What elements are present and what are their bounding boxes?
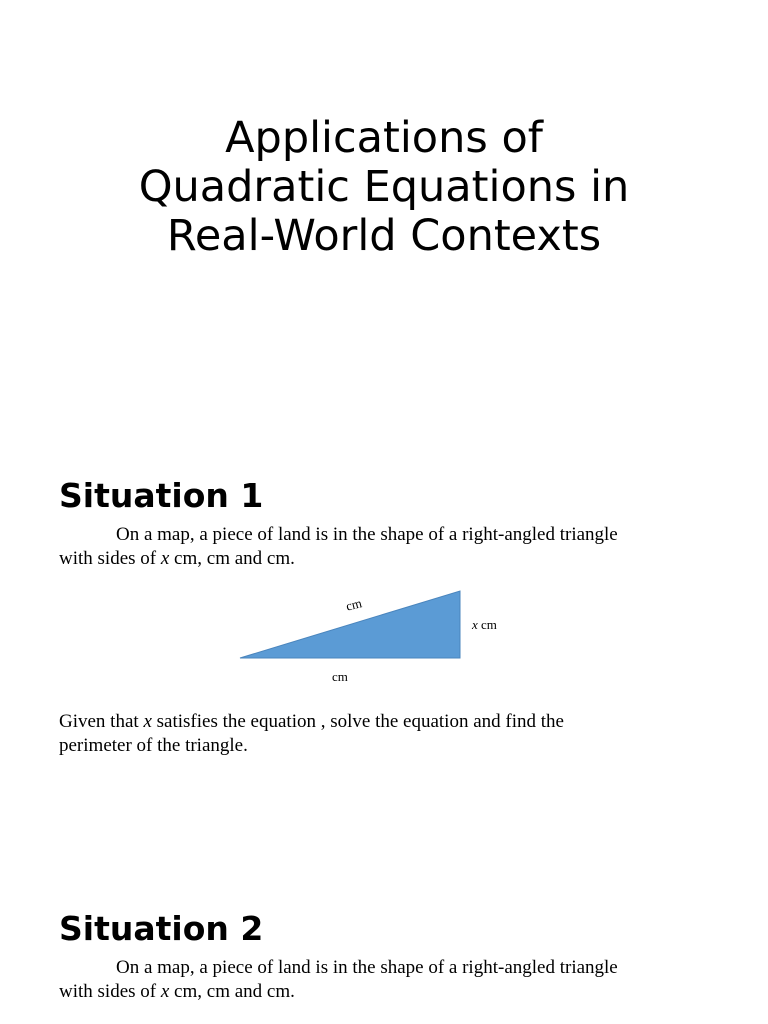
situation-1-variable: x	[160, 548, 170, 569]
situation-1-heading: Situation 1	[59, 476, 264, 515]
situation-1-text-pre: with sides of	[59, 548, 161, 569]
situation-1-text-line-2	[59, 547, 719, 571]
given-statement	[59, 710, 719, 758]
page-title	[0, 114, 768, 261]
given-line-1	[59, 710, 719, 734]
situation-2-text-post: cm, cm and cm.	[169, 981, 295, 1002]
given-text-pre: Given that	[59, 711, 144, 732]
given-variable: x	[143, 711, 152, 732]
given-text-post: satisfies the equation , solve the equation and find the	[151, 711, 564, 732]
side-unit: cm	[477, 617, 497, 632]
situation-2-text-pre: with sides of	[59, 981, 161, 1002]
triangle-svg	[230, 585, 520, 695]
side-variable: x	[472, 617, 478, 632]
triangle-diagram	[230, 585, 520, 695]
hypotenuse-label: cm	[344, 595, 364, 614]
base-label: cm	[332, 669, 348, 684]
situation-2-text-line-2	[59, 980, 719, 1004]
situation-1-section	[59, 477, 719, 571]
title-line-3: Real-World Contexts	[166, 211, 602, 261]
situation-1-text-post: cm, cm and cm.	[169, 548, 295, 569]
situation-2-variable: x	[160, 981, 170, 1002]
title-slide	[0, 0, 768, 420]
situation-2-section	[59, 910, 719, 1004]
situation-1-text-line-1: On a map, a piece of land is in the shape of a right-angled triangle	[116, 524, 618, 545]
situation-2-text-line-1: On a map, a piece of land is in the shape of a right-angled triangle	[116, 957, 618, 978]
situation-2-heading: Situation 2	[59, 909, 264, 948]
side-label	[472, 617, 497, 633]
title-line-2: Quadratic Equations in	[138, 162, 630, 212]
title-line-1: Applications of	[225, 113, 543, 163]
given-line-2: perimeter of the triangle.	[59, 735, 248, 756]
